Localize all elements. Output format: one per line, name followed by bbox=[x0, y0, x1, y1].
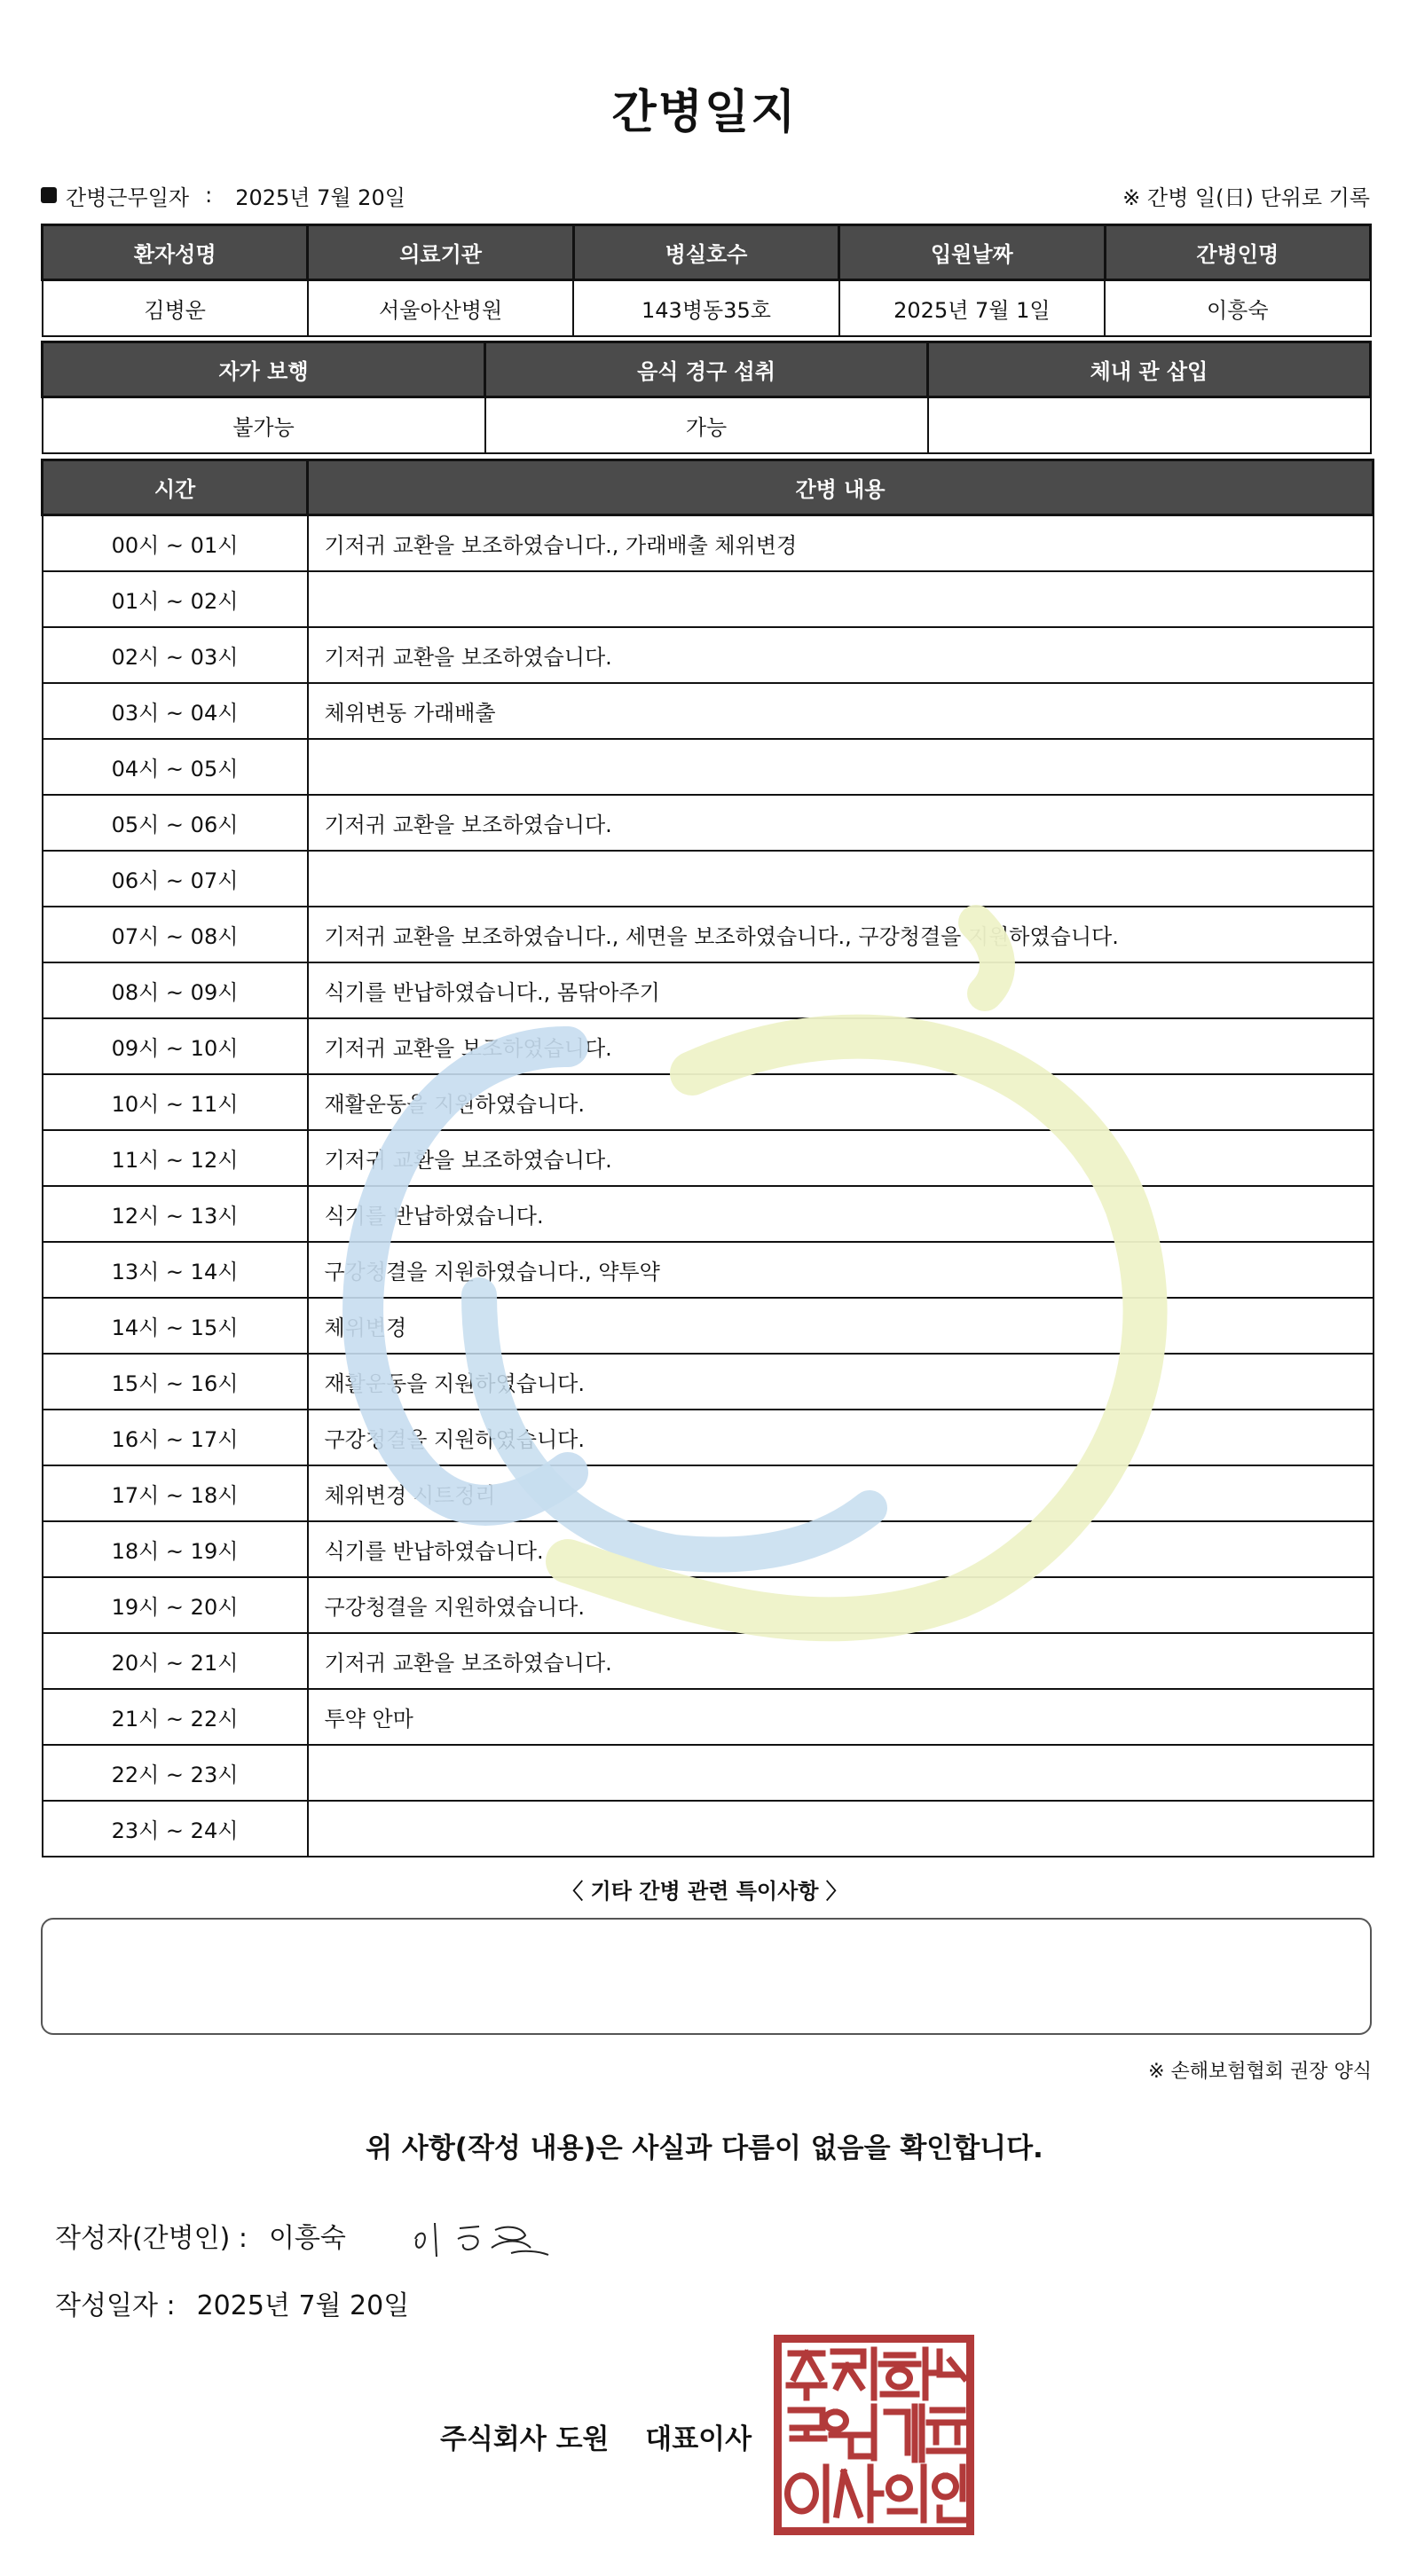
room-number: 143병동35호 bbox=[573, 280, 838, 336]
log-row bbox=[43, 1801, 1374, 1857]
oral-intake-status: 가능 bbox=[485, 397, 928, 453]
log-row bbox=[43, 1689, 1374, 1745]
patient-status-table bbox=[41, 341, 1372, 454]
header-time: 시간 bbox=[43, 460, 308, 515]
header-oral-intake: 음식 경구 섭취 bbox=[485, 342, 928, 397]
log-content: 체위변경 시트정리 bbox=[308, 1465, 1374, 1521]
log-row bbox=[43, 1465, 1374, 1521]
log-time: 11시 ~ 12시 bbox=[43, 1130, 308, 1186]
log-row bbox=[43, 1633, 1374, 1689]
log-row bbox=[43, 1354, 1374, 1410]
log-row bbox=[43, 627, 1374, 683]
header-admission-date: 입원날짜 bbox=[839, 225, 1105, 280]
log-content: 식기를 반납하였습니다. bbox=[308, 1521, 1374, 1577]
log-content: 체위변경 bbox=[308, 1298, 1374, 1354]
written-date-value: 2025년 7월 20일 bbox=[196, 2290, 410, 2321]
header-caregiver: 간병인명 bbox=[1105, 225, 1370, 280]
log-time: 14시 ~ 15시 bbox=[43, 1298, 308, 1354]
log-time: 05시 ~ 06시 bbox=[43, 795, 308, 851]
log-row bbox=[43, 1186, 1374, 1242]
header-room: 병실호수 bbox=[573, 225, 838, 280]
remarks-box bbox=[41, 1918, 1372, 2035]
log-row bbox=[43, 1410, 1374, 1465]
writer-line bbox=[55, 2216, 346, 2255]
log-content: 재활운동을 지원하였습니다. bbox=[308, 1354, 1374, 1410]
log-time: 02시 ~ 03시 bbox=[43, 627, 308, 683]
writer-label: 작성자(간병인) : bbox=[55, 2223, 248, 2254]
walking-status: 불가능 bbox=[43, 397, 485, 453]
square-bullet-icon bbox=[41, 187, 57, 203]
log-row bbox=[43, 795, 1374, 851]
patient-name: 김병운 bbox=[43, 280, 308, 336]
patient-info-table bbox=[41, 224, 1372, 337]
log-time: 17시 ~ 18시 bbox=[43, 1465, 308, 1521]
log-row bbox=[43, 571, 1374, 627]
log-row bbox=[43, 1130, 1374, 1186]
log-content: 기저귀 교환을 보조하였습니다. bbox=[308, 795, 1374, 851]
header-tube-insertion: 체내 관 삽입 bbox=[928, 342, 1371, 397]
log-content: 투약 안마 bbox=[308, 1689, 1374, 1745]
log-row bbox=[43, 907, 1374, 962]
care-log-body bbox=[43, 515, 1374, 1857]
log-content: 재활운동을 지원하였습니다. bbox=[308, 1074, 1374, 1130]
log-time: 00시 ~ 01시 bbox=[43, 515, 308, 571]
log-content bbox=[308, 739, 1374, 795]
log-time: 15시 ~ 16시 bbox=[43, 1354, 308, 1410]
log-time: 06시 ~ 07시 bbox=[43, 851, 308, 907]
tube-insertion-status bbox=[928, 397, 1371, 453]
log-row bbox=[43, 1521, 1374, 1577]
header-care-content: 간병 내용 bbox=[308, 460, 1374, 515]
log-time: 20시 ~ 21시 bbox=[43, 1633, 308, 1689]
log-row bbox=[43, 962, 1374, 1018]
page-title: 간병일지 bbox=[611, 86, 798, 139]
log-time: 09시 ~ 10시 bbox=[43, 1018, 308, 1074]
log-content: 식기를 반납하였습니다. bbox=[308, 1186, 1374, 1242]
log-row bbox=[43, 851, 1374, 907]
log-content: 구강청결을 지원하였습니다. bbox=[308, 1410, 1374, 1465]
log-content: 기저귀 교환을 보조하였습니다. bbox=[308, 627, 1374, 683]
care-log-table bbox=[41, 459, 1374, 1857]
admission-date: 2025년 7월 1일 bbox=[839, 280, 1105, 336]
work-date-group bbox=[41, 180, 405, 211]
written-date-label: 작성일자 : bbox=[55, 2290, 176, 2321]
log-content bbox=[308, 1745, 1374, 1801]
writer-name: 이흥숙 bbox=[268, 2223, 346, 2254]
log-content bbox=[308, 571, 1374, 627]
log-row bbox=[43, 1018, 1374, 1074]
log-time: 23시 ~ 24시 bbox=[43, 1801, 308, 1857]
log-row bbox=[43, 739, 1374, 795]
log-time: 01시 ~ 02시 bbox=[43, 571, 308, 627]
log-content: 체위변동 가래배출 bbox=[308, 683, 1374, 739]
log-content: 구강청결을 지원하였습니다. bbox=[308, 1577, 1374, 1633]
log-time: 03시 ~ 04시 bbox=[43, 683, 308, 739]
log-content: 기저귀 교환을 보조하였습니다., 가래배출 체위변경 bbox=[308, 515, 1374, 571]
form-note: ※ 손해보험협회 권장 양식 bbox=[1148, 2061, 1372, 2083]
meta-row bbox=[41, 177, 1370, 213]
log-row bbox=[43, 1242, 1374, 1298]
log-time: 22시 ~ 23시 bbox=[43, 1745, 308, 1801]
work-date-value: 2025년 7월 20일 bbox=[235, 185, 405, 210]
log-content bbox=[308, 851, 1374, 907]
handwritten-signature-icon bbox=[406, 2212, 557, 2266]
log-time: 08시 ~ 09시 bbox=[43, 962, 308, 1018]
log-row bbox=[43, 1577, 1374, 1633]
log-row bbox=[43, 1074, 1374, 1130]
company-signoff bbox=[440, 2416, 778, 2456]
log-content: 기저귀 교환을 보조하였습니다. bbox=[308, 1018, 1374, 1074]
log-time: 13시 ~ 14시 bbox=[43, 1242, 308, 1298]
caregiver-name: 이흥숙 bbox=[1105, 280, 1370, 336]
log-row bbox=[43, 1745, 1374, 1801]
hospital-name: 서울아산병원 bbox=[308, 280, 573, 336]
log-content: 기저귀 교환을 보조하였습니다. bbox=[308, 1130, 1374, 1186]
log-time: 10시 ~ 11시 bbox=[43, 1074, 308, 1130]
remarks-title: 〈 기타 간병 관련 특이사항 〉 bbox=[562, 1879, 847, 1904]
log-time: 19시 ~ 20시 bbox=[43, 1577, 308, 1633]
header-patient-name: 환자성명 bbox=[43, 225, 308, 280]
log-row bbox=[43, 515, 1374, 571]
confirmation-statement: 위 사항(작성 내용)은 사실과 다름이 없음을 확인합니다. bbox=[366, 2132, 1043, 2164]
log-time: 04시 ~ 05시 bbox=[43, 739, 308, 795]
company-name: 주식회사 도원 bbox=[440, 2423, 610, 2455]
log-time: 07시 ~ 08시 bbox=[43, 907, 308, 962]
log-time: 12시 ~ 13시 bbox=[43, 1186, 308, 1242]
log-content bbox=[308, 1801, 1374, 1857]
log-time: 16시 ~ 17시 bbox=[43, 1410, 308, 1465]
unit-note: ※ 간병 일(日) 단위로 기록 bbox=[1122, 185, 1370, 210]
log-content: 식기를 반납하였습니다., 몸닦아주기 bbox=[308, 962, 1374, 1018]
header-walking: 자가 보행 bbox=[43, 342, 485, 397]
company-seal-icon bbox=[774, 2335, 974, 2535]
log-content: 기저귀 교환을 보조하였습니다. bbox=[308, 1633, 1374, 1689]
log-content: 구강청결을 지원하였습니다., 약투약 bbox=[308, 1242, 1374, 1298]
log-row bbox=[43, 1298, 1374, 1354]
work-date-label: 간병근무일자 bbox=[66, 185, 190, 210]
log-content: 기저귀 교환을 보조하였습니다., 세면을 보조하였습니다., 구강청결을 지원하였습니다. bbox=[308, 907, 1374, 962]
log-row bbox=[43, 683, 1374, 739]
log-time: 18시 ~ 19시 bbox=[43, 1521, 308, 1577]
company-role: 대표이사 bbox=[645, 2423, 752, 2455]
header-hospital: 의료기관 bbox=[308, 225, 573, 280]
work-date-colon: : bbox=[205, 183, 213, 208]
log-time: 21시 ~ 22시 bbox=[43, 1689, 308, 1745]
written-date-line bbox=[55, 2283, 409, 2322]
